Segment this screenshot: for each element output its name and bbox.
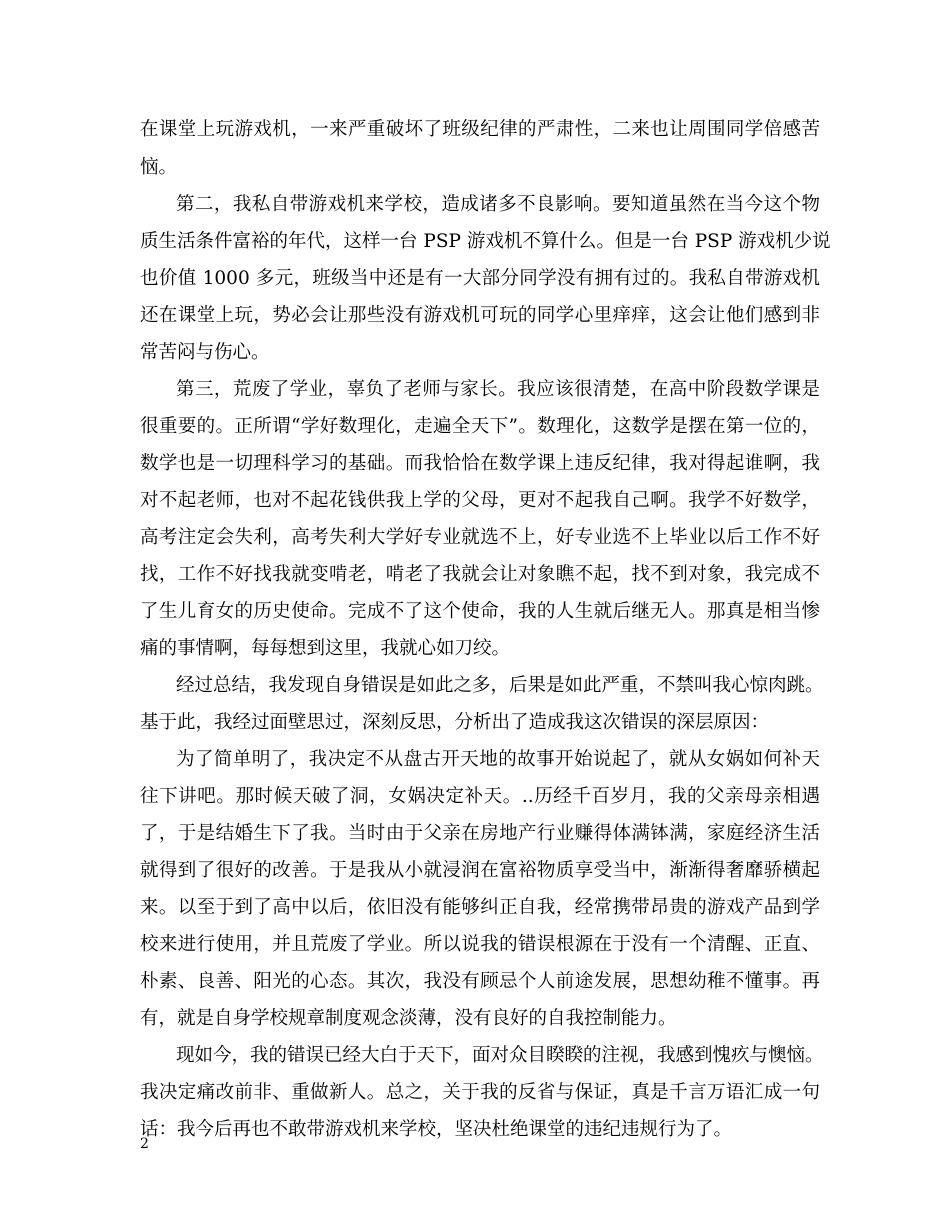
text-line: 也价值 1000 多元，班级当中还是有一大部分同学没有拥有过的。我私自带游戏机 — [140, 268, 820, 289]
text-line: 恼。 — [140, 157, 178, 178]
text-line: 就得到了很好的改善。于是我从小就浸润在富裕物质享受当中，渐渐得奢靡骄横起 — [140, 860, 820, 881]
text-line: 经过总结，我发现自身错误是如此之多，后果是如此严重，不禁叫我心惊肉跳。 — [176, 675, 824, 696]
text-line: 有，就是自身学校规章制度观念淡薄，没有良好的自我控制能力。 — [140, 1008, 677, 1029]
text-line: 常苦闷与伤心。 — [140, 342, 270, 363]
text-line: 在课堂上玩游戏机，一来严重破坏了班级纪律的严肃性，二来也让周围同学倍感苦 — [140, 119, 820, 140]
text-line: 了生儿育女的历史使命。完成不了这个使命，我的人生就后继无人。那真是相当惨 — [140, 601, 820, 622]
page-number: 2 — [140, 1136, 149, 1152]
text-line: 很重要的。正所谓“学好数理化，走遍全天下”。数理化，这数学是摆在第一位的， — [140, 416, 820, 437]
text-line: 为了简单明了，我决定不从盘古开天地的故事开始说起了，就从女娲如何补天 — [176, 749, 820, 770]
text-line: 高考注定会失利，高考失利大学好专业就选不上，好专业选不上毕业以后工作不好 — [140, 527, 820, 548]
text-line: 了，于是结婚生下了我。当时由于父亲在房地产行业赚得体满钵满，家庭经济生活 — [140, 823, 820, 844]
text-line: 校来进行使用，并且荒废了学业。所以说我的错误根源在于没有一个清醒、正直、 — [140, 934, 820, 955]
text-line: 痛的事情啊，每每想到这里，我就心如刀绞。 — [140, 638, 511, 659]
text-line: 对不起老师，也对不起花钱供我上学的父母，更对不起我自己啊。我学不好数学， — [140, 490, 820, 511]
text-line: 我决定痛改前非、重做新人。总之，关于我的反省与保证，真是千言万语汇成一句 — [140, 1082, 820, 1103]
text-line: 还在课堂上玩，势必会让那些没有游戏机可玩的同学心里痒痒，这会让他们感到非 — [140, 305, 820, 326]
text-line: 基于此，我经过面壁思过，深刻反思，分析出了造成我这次错误的深层原因： — [140, 712, 770, 733]
text-line: 质生活条件富裕的年代，这样一台 PSP 游戏机不算什么。但是一台 PSP 游戏机少说 — [140, 231, 831, 252]
text-line: 找，工作不好找我就变啃老，啃老了我就会让对象瞧不起，找不到对象，我完成不 — [140, 564, 820, 585]
text-line: 往下讲吧。那时候天破了洞，女娲决定补天。..历经千百岁月，我的父亲母亲相遇 — [140, 786, 820, 807]
text-line: 第三，荒废了学业，辜负了老师与家长。我应该很清楚，在高中阶段数学课是 — [176, 379, 820, 400]
text-line: 朴素、良善、阳光的心态。其次，我没有顾忌个人前途发展，思想幼稚不懂事。再 — [140, 971, 820, 992]
text-line: 第二，我私自带游戏机来学校，造成诸多不良影响。要知道虽然在当今这个物 — [176, 194, 820, 215]
text-line: 现如今，我的错误已经大白于天下，面对众目睽睽的注视，我感到愧疚与懊恼。 — [176, 1045, 824, 1066]
text-line: 话：我今后再也不敢带游戏机来学校，坚决杜绝课堂的违纪违规行为了。 — [140, 1119, 733, 1140]
text-line: 数学也是一切理科学习的基础。而我恰恰在数学课上违反纪律，我对得起谁啊，我 — [140, 453, 820, 474]
text-line: 来。以至于到了高中以后，依旧没有能够纠正自我，经常携带昂贵的游戏产品到学 — [140, 897, 820, 918]
